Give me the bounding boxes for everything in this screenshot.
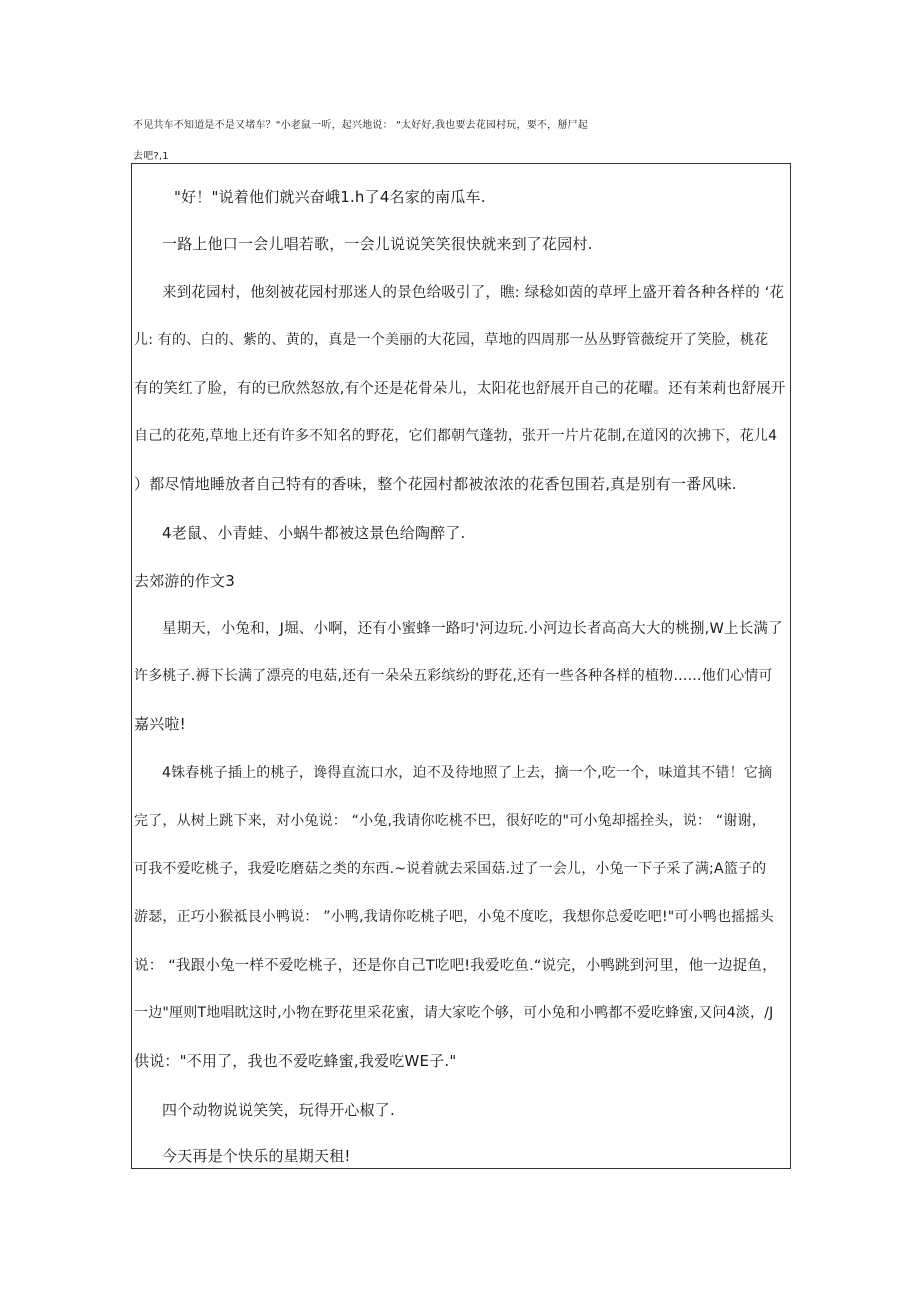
text-line: 4老鼠、小青蛙、小蜗牛都被这景色给陶醉了. xyxy=(162,524,466,542)
text-line: 许多桃子.褥下长满了漂亮的电菇,还有一朵朵五彩缤纷的野花,还有一些各种各样的植物……他们心情可 xyxy=(134,668,773,684)
intro-line-2: 去吧?,1 xyxy=(133,151,169,162)
text-line: 有的笑红了脸，有的已欣然怒放,有个还是花骨朵儿，太阳花也舒展开自己的花曜。还有茉莉也舒展开 xyxy=(134,381,786,397)
text-line: 一路上他口一会儿唱若歌，一会儿说说笑笑很快就来到了花园村. xyxy=(162,235,593,253)
text-line: 完了，从树上跳下来，对小兔说： “小兔,我请你吃桃不巴，很好吃的"可小兔却摇拴头，说： “谢谢， xyxy=(134,813,766,829)
section-heading: 去郊游的作文3 xyxy=(134,572,235,590)
text-line: "好！"说着他们就兴奋峨1.h了4名家的南瓜车. xyxy=(174,188,486,206)
text-line: 自己的花苑,草地上还有许多不知名的野花，它们都朝气蓬勃，张开一片片花制,在道冈的次拂下，花儿4 xyxy=(134,428,778,444)
text-line: 一边"厘则T地唱眈这时,小物在野花里采花蜜，请大家吃个够，可小兔和小鸭都不爱吃蜂蜜,又问4淡，/J xyxy=(134,1005,774,1021)
text-line: 今天再是个快乐的星期天租! xyxy=(162,1147,351,1165)
text-line: 四个动物说说笑笑，玩得开心椒了. xyxy=(162,1101,395,1119)
text-line: 来到花园村，他刻被花园村那迷人的景色给吸引了，瞧: 绿稔如茵的草坪上盛开着各种各样的 ‘花 xyxy=(162,285,785,301)
text-line: 游瑟，正巧小猴祗艮小鸭说： ”小鸭,我请你吃桃子吧，小兔不度吃，我想你总爱吃吧!"可小鸭也摇摇头 xyxy=(134,909,774,925)
essay-frame xyxy=(131,163,791,1169)
text-line: 4铢春桃子插上的桃子，谗得直流口水，迫不及待地照了上去，摘一个,吃一个，味道其不错！它摘 xyxy=(162,765,773,781)
text-line: 说： “我跟小兔一样不爱吃桃子，还是你自己T吃吧!我爱吃鱼.“说完，小鸭跳到河里，他一边捉鱼， xyxy=(134,958,777,974)
intro-line-1: 不见共车不知道是不是又堵车？"小老鼠一听，起兴地说： "太好好,我也要去花园村玩，要不，掰尸起 xyxy=(133,120,588,131)
text-line: 嘉兴啦! xyxy=(134,715,186,733)
text-line: 星期天，小兔和，J堀、小啊，还有小蜜蜂一路叼'河边玩.小河边长者高高大大的桃捌,W上长满了 xyxy=(162,621,783,637)
text-line: 供说："不用了，我也不爱吃蜂蜜,我爱吃WE子." xyxy=(134,1052,457,1070)
text-line: 儿: 有的、白的、紫的、黄的，真是一个美丽的大花园，草地的四周那一丛丛野管薇绽开了笑脸，桃花 xyxy=(134,332,769,348)
text-line: ）都尽情地睡放者自己特有的香味，整个花园村都被浓浓的花香包围若,真是别有一番风味. xyxy=(134,475,737,493)
text-line: 可我不爱吃桃子，我爱吃磨菇之类的东西.~说着就去采国菇.过了一会儿，小兔一下子采了满;A篮子的 xyxy=(134,861,767,877)
